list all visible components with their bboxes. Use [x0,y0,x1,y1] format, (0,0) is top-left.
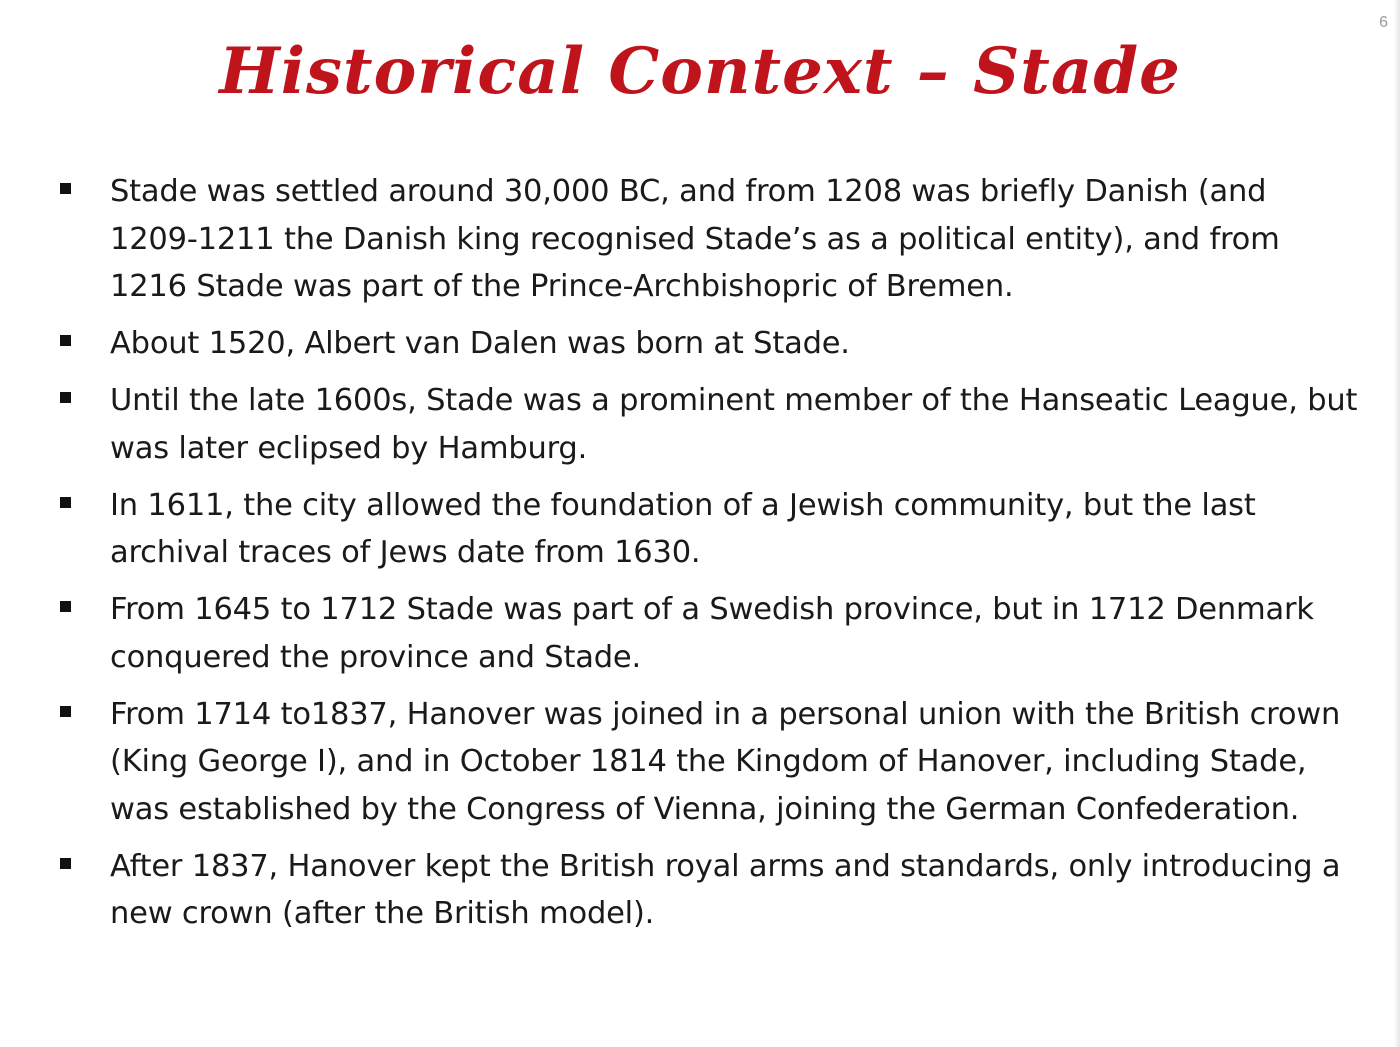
bullet-list [0,168,1360,947]
bullet-item [0,377,1360,472]
bullet-item [0,586,1360,681]
square-bullet-icon [60,706,71,717]
square-bullet-icon [60,858,71,869]
square-bullet-icon [60,335,71,346]
bullet-text: Until the late 1600s, Stade was a prominent member of the Hanseatic League, but was later eclipsed by Hamburg. [110,383,1358,466]
bullet-item [0,843,1360,938]
bullet-text: After 1837, Hanover kept the British royal arms and standards, only introducing a new crown (after the British model). [110,848,1341,931]
square-bullet-icon [60,183,71,194]
bullet-text: In 1611, the city allowed the foundation of a Jewish community, but the last archival traces of Jews date from 1630. [110,487,1256,570]
slide-title: Historical Context – Stade [219,34,1181,109]
bullet-item [0,320,1360,368]
bullet-text: From 1714 to1837, Hanover was joined in a personal union with the British crown (King George I), and in October 1814 the Kingdom of Hanover, including Stade, was established by the Congress of Vienna, joining the German Confederation. [110,696,1341,827]
bullet-item [0,691,1360,834]
bullet-text: Stade was settled around 30,000 BC, and from 1208 was briefly Danish (and 1209-1211 the Danish king recognised Stade’s as a political entity), and from 1216 Stade was part of the Prince-Archbishopric of Bremen. [110,174,1280,304]
page-number: 6 [1379,14,1388,31]
bullet-text: About 1520, Albert van Dalen was born at Stade. [110,326,850,361]
square-bullet-icon [60,601,71,612]
bullet-item [0,168,1360,311]
slide-edge-shadow [1394,0,1400,1047]
square-bullet-icon [60,392,71,403]
bullet-text: From 1645 to 1712 Stade was part of a Swedish province, but in 1712 Denmark conquered the province and Stade. [110,592,1314,675]
bullet-item [0,482,1360,577]
square-bullet-icon [60,497,71,508]
